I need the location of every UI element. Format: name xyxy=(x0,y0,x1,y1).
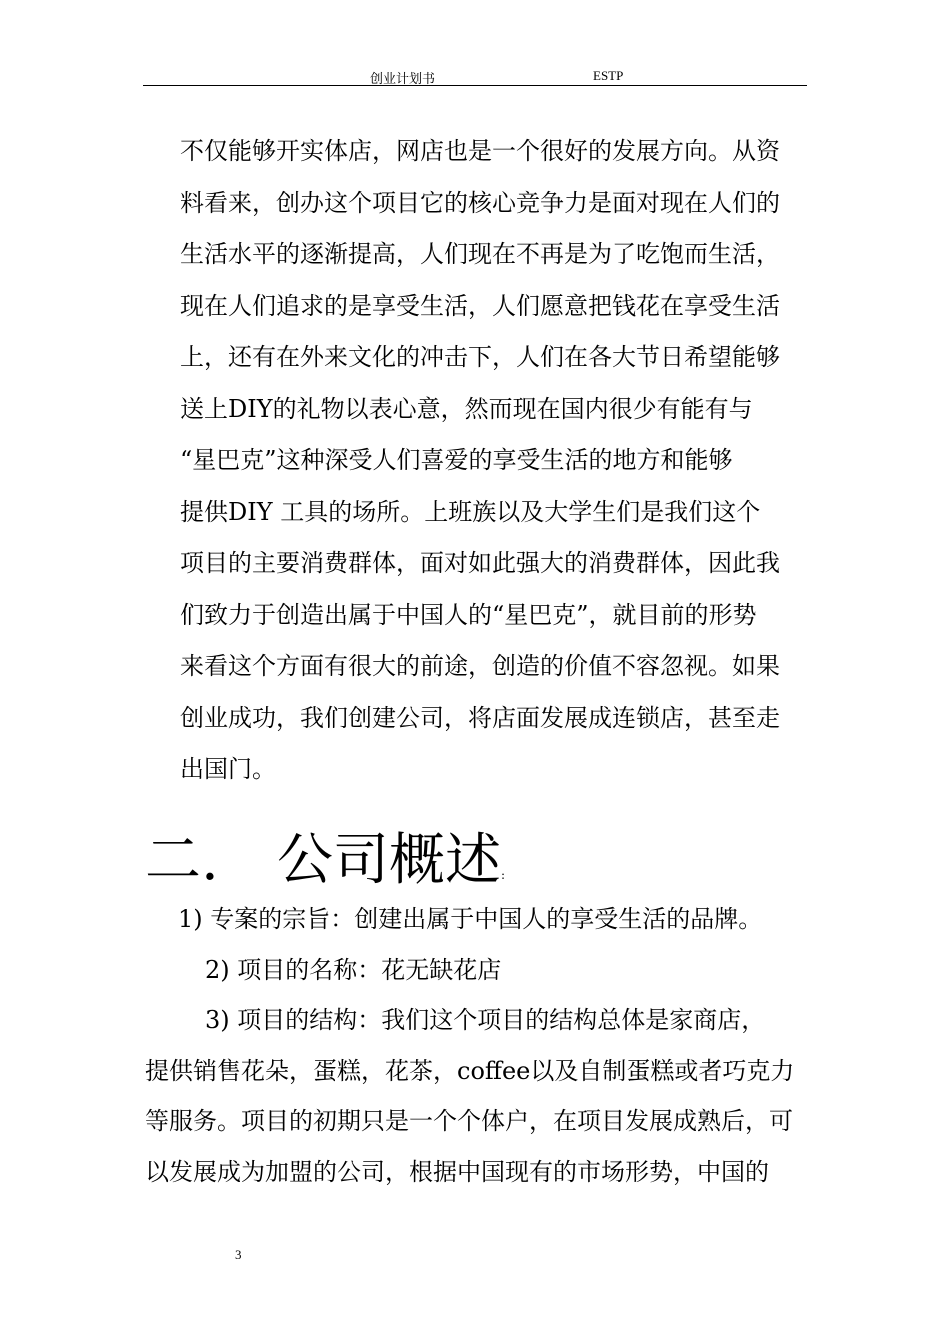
project-details xyxy=(145,894,815,1197)
header-divider xyxy=(143,85,807,86)
page-header xyxy=(0,0,950,90)
section-heading xyxy=(145,826,505,896)
list-item: 3) 项目的结构：我们这个项目的结构总体是家商店， xyxy=(205,1006,766,1034)
list-item-continuation: 等服务。项目的初期只是一个个体户，在项目发展成熟后，可 xyxy=(145,1107,793,1135)
paragraph-line: 创业成功，我们创建公司，将店面发展成连锁店，甚至走 xyxy=(180,703,780,732)
paragraph-line: 不仅能够开实体店，网店也是一个很好的发展方向。从资 xyxy=(180,137,780,165)
header-doc-title: 创业计划书 xyxy=(370,72,436,87)
paragraph-line: 现在人们追求的是享受生活，人们愿意把钱花在享受生活 xyxy=(180,291,780,320)
paragraph-line: 项目的主要消费群体，面对如此强大的消费群体，因此我 xyxy=(180,549,780,577)
section-number: 二. xyxy=(145,828,219,893)
paragraph-line: 来看这个方面有很大的前途，创造的价值不容忽视。如果 xyxy=(180,652,780,680)
body-paragraph xyxy=(180,126,810,796)
paragraph-line: 出国门。 xyxy=(180,755,276,783)
paragraph-line: 送上DIY的礼物以表心意，然而现在国内很少有能有与 xyxy=(180,394,753,423)
paragraph-line: “星巴克”这种深受人们喜爱的享受生活的地方和能够 xyxy=(180,446,733,474)
paragraph-line: 生活水平的逐渐提高，人们现在不再是为了吃饱而生活， xyxy=(180,240,780,268)
page-number: 3 xyxy=(235,1247,242,1262)
paragraph-line: 提供DIY 工具的场所。上班族以及大学生们是我们这个 xyxy=(180,497,761,526)
list-item: 1) 专案的宗旨：创建出属于中国人的享受生活的品牌。 xyxy=(178,905,763,933)
list-item: 2) 项目的名称：花无缺花店 xyxy=(205,955,502,984)
list-item-continuation: 以发展成为加盟的公司，根据中国现有的市场形势，中国的 xyxy=(145,1157,769,1186)
paragraph-line: 料看来，创办这个项目它的核心竞争力是面对现在人们的 xyxy=(180,188,780,217)
paragraph-line: 上，还有在外来文化的冲击下，人们在各大节日希望能够 xyxy=(180,343,780,371)
section-title-mark: : xyxy=(501,868,506,882)
header-team-name: ESTP xyxy=(593,68,624,83)
list-item-continuation: 提供销售花朵，蛋糕，花茶，coffee以及自制蛋糕或者巧克力 xyxy=(145,1056,795,1085)
section-title: 公司概述 xyxy=(277,828,501,893)
paragraph-line: 们致力于创造出属于中国人的“星巴克”，就目前的形势 xyxy=(180,600,757,629)
